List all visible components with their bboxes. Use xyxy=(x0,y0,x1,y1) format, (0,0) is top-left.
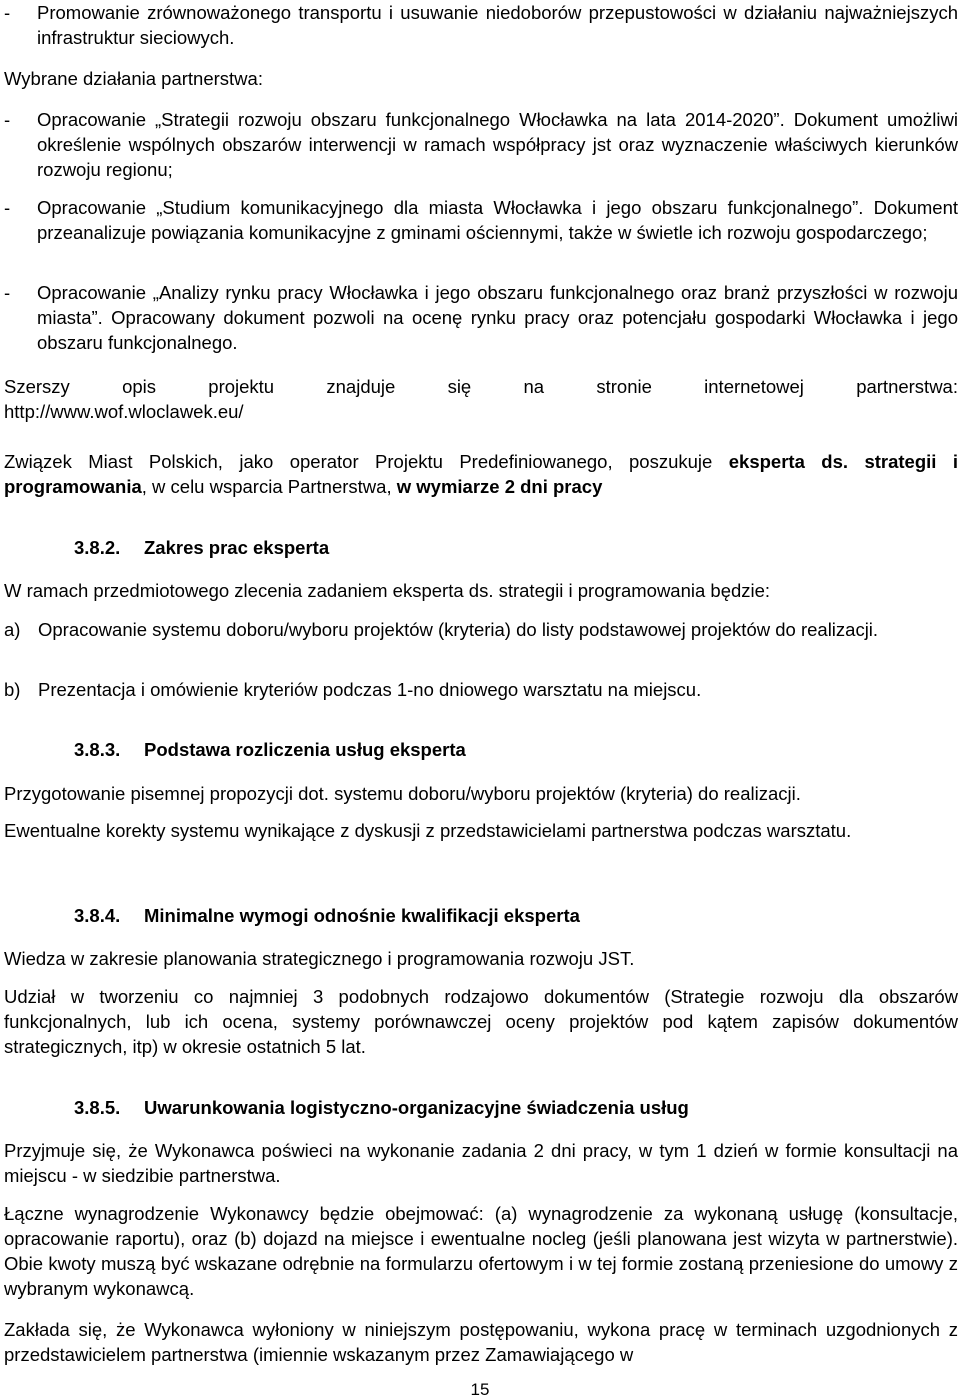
project-url-link[interactable]: http://www.wof.wloclawek.eu/ xyxy=(4,401,244,422)
section-heading xyxy=(74,535,958,560)
section-number: 3.8.4. xyxy=(74,905,121,926)
section-heading xyxy=(74,903,958,928)
intro-bullet xyxy=(4,0,958,50)
project-info-text: Szerszy opis projektu znajduje się na stronie internetowej partnerstwa: xyxy=(4,376,958,397)
scope-item xyxy=(4,677,958,702)
item-text: Prezentacja i omówienie kryteriów podczas 1-no dniowego warsztatu na miejscu. xyxy=(38,679,702,700)
work-scope: w wymiarze 2 dni pracy xyxy=(396,476,603,497)
partner-action-item xyxy=(4,280,958,355)
bullet-marker: - xyxy=(4,282,11,303)
section-paragraph: Ewentualne korekty systemu wynikające z dyskusji z przedstawicielami partnerstwa podczas warsztatu. xyxy=(4,820,852,841)
bullet-marker: - xyxy=(4,197,11,218)
section-title: Minimalne wymogi odnośnie kwalifikacji eksperta xyxy=(144,905,580,926)
section-heading xyxy=(74,737,958,762)
section-number: 3.8.3. xyxy=(74,739,121,760)
partner-action-text: Opracowanie „Analizy rynku pracy Włocławka i jego obszaru funkcjonalnego oraz branż przyszłości w rozwoju miasta”. Opracowany dokument pozwoli na ocenę rynku pracy oraz potencjału gospodarki Włocławka i jego obszaru funkcjonalnego. xyxy=(37,282,958,353)
expert-search-text: Związek Miast Polskich, jako operator Projektu Predefiniowanego, poszukuje xyxy=(4,451,729,472)
partner-action-item xyxy=(4,195,958,245)
section-title: Uwarunkowania logistyczno-organizacyjne świadczenia usług xyxy=(144,1097,689,1118)
section-heading xyxy=(74,1095,958,1120)
partner-action-text: Opracowanie „Strategii rozwoju obszaru funkcjonalnego Włocławka na lata 2014-2020”. Dokument umożliwi określenie wspólnych obszarów interwencji w ramach współpracy jst oraz wyznaczenie właściwych kierunków rozwoju regionu; xyxy=(37,109,958,180)
section-paragraph: Zakłada się, że Wykonawca wyłoniony w niniejszym postępowaniu, wykona pracę w terminach uzgodnionych z przedstawicielem partnerstwa (imiennie wskazanym przez Zamawiającego w xyxy=(4,1319,958,1365)
section-intro: W ramach przedmiotowego zlecenia zadaniem eksperta ds. strategii i programowania będzie: xyxy=(4,580,771,601)
bullet-text: Promowanie zrównoważonego transportu i usuwanie niedoborów przepustowości w działaniu najważniejszych infrastruktur sieciowych. xyxy=(37,2,958,48)
page-number: 15 xyxy=(470,1380,490,1399)
section-paragraph: Łączne wynagrodzenie Wykonawcy będzie obejmować: (a) wynagrodzenie za wykonaną usługę (konsultacje, opracowanie raportu), oraz (b) dojazd na miejsce i ewentualne nocleg (jeśli planowana jest wizyta w partnerstwie). Obie kwoty muszą być wskazane odrębnie na formularzu ofertowym i w tej formie zostaną przeniesione do umowy z wybranym wykonawcą. xyxy=(4,1203,958,1299)
section-title: Zakres prac eksperta xyxy=(144,537,330,558)
bullet-marker: - xyxy=(4,2,11,23)
section-paragraph: Przyjmuje się, że Wykonawca poświeci na wykonanie zadania 2 dni pracy, w tym 1 dzień w formie konsultacji na miejscu ‑ w siedzibie partnerstwa. xyxy=(4,1140,958,1186)
expert-role: eksperta ds. strategii i programowania xyxy=(4,451,958,497)
item-marker: a) xyxy=(4,619,21,640)
section-number: 3.8.5. xyxy=(74,1097,121,1118)
section-paragraph: Wiedza w zakresie planowania strategicznego i programowania rozwoju JST. xyxy=(4,948,635,969)
item-text: Opracowanie systemu doboru/wyboru projektów (kryteria) do listy podstawowej projektów do realizacji. xyxy=(38,619,879,640)
section-title: Podstawa rozliczenia usług eksperta xyxy=(144,739,466,760)
section-paragraph: Udział w tworzeniu co najmniej 3 podobnych rodzajowo dokumentów (Strategie rozwoju dla obszarów funkcjonalnych, lub ich ocena, systemy porównawczej oceny projektów pod kątem zapisów dokumentów strategicznych, itp) w okresie ostatnich 5 lat. xyxy=(4,986,958,1057)
expert-search-text: , w celu wsparcia Partnerstwa, xyxy=(141,476,397,497)
item-marker: b) xyxy=(4,679,21,700)
bullet-marker: - xyxy=(4,109,11,130)
scope-item xyxy=(4,617,958,642)
section-number: 3.8.2. xyxy=(74,537,121,558)
expert-search-paragraph xyxy=(4,449,958,499)
partner-action-text: Opracowanie „Studium komunikacyjnego dla miasta Włocławka i jego obszaru funkcjonalnego”. Dokument przeanalizuje powiązania komunikacyjne z gminami ościennymi, także w świetle ich rozwoju gospodarczego; xyxy=(37,197,958,243)
partner-action-item xyxy=(4,107,958,182)
partner-actions-label: Wybrane działania partnerstwa: xyxy=(4,68,263,89)
section-paragraph: Przygotowanie pisemnej propozycji dot. systemu doboru/wyboru projektów (kryteria) do realizacji. xyxy=(4,783,801,804)
